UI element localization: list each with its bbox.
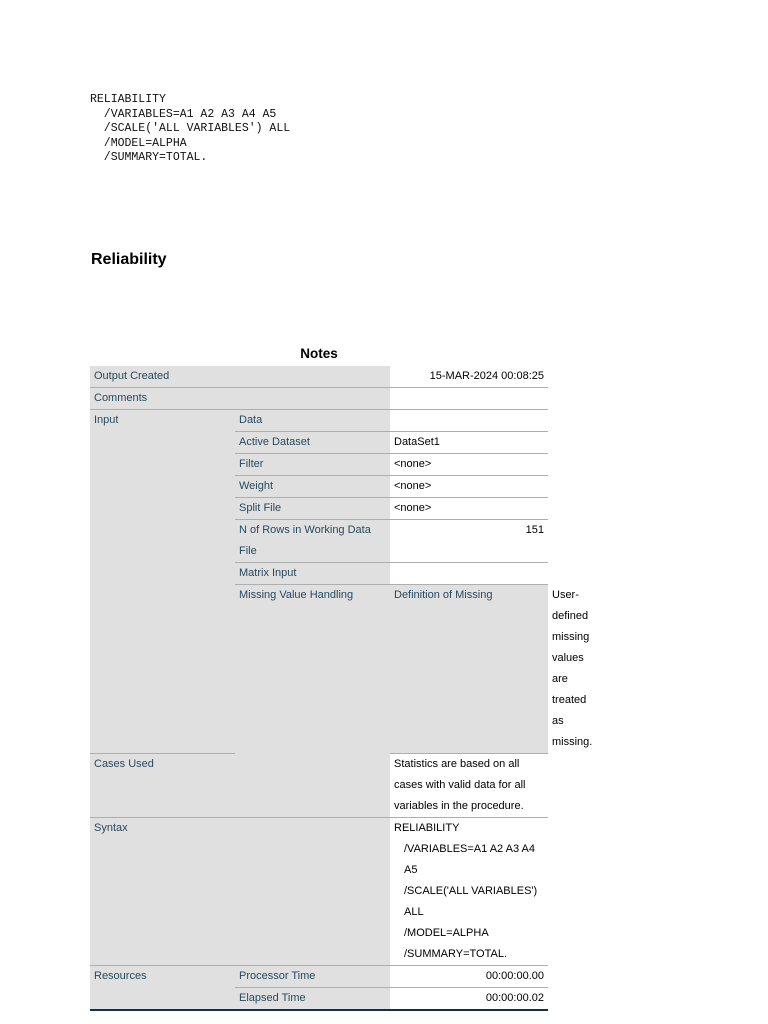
output-created-value: 15-MAR-2024 00:08:25 bbox=[390, 366, 548, 388]
table-row bbox=[90, 965, 548, 987]
row-sublabel-matrix-input: Matrix Input bbox=[235, 563, 390, 585]
row-label-resources: Resources bbox=[90, 965, 235, 1010]
row-label-syntax: Syntax bbox=[90, 817, 390, 965]
table-row bbox=[90, 410, 548, 432]
row-label-input: Input bbox=[90, 410, 235, 754]
table-row: Missing Value Handling Definition of Missing User-defined missing values are treated as missing. bbox=[90, 585, 548, 754]
row-sublabel-processor-time: Processor Time bbox=[235, 965, 390, 987]
data-value bbox=[390, 410, 548, 432]
row-label-comments: Comments bbox=[90, 388, 390, 410]
syntax-line: /VARIABLES=A1 A2 A3 A4 A5 bbox=[404, 842, 535, 876]
row-label-missing-value-handling: Missing Value Handling bbox=[235, 585, 390, 818]
comments-value bbox=[390, 388, 548, 410]
section-title: Reliability bbox=[91, 251, 167, 268]
syntax-line: /SCALE('ALL VARIABLES') ALL bbox=[404, 884, 538, 918]
syntax-line: /MODEL=ALPHA bbox=[404, 926, 489, 939]
n-rows-value: 151 bbox=[390, 520, 548, 563]
cases-used-value: Statistics are based on all cases with valid data for all variables in the procedure. bbox=[390, 753, 548, 817]
table-row bbox=[90, 366, 548, 388]
table-row bbox=[90, 388, 548, 410]
matrix-input-value bbox=[390, 563, 548, 585]
filter-value: <none> bbox=[390, 454, 548, 476]
notes-table-title: Notes bbox=[300, 346, 338, 361]
weight-value: <none> bbox=[390, 476, 548, 498]
notes-table bbox=[90, 366, 593, 1011]
row-sublabel-active-dataset: Active Dataset bbox=[235, 432, 390, 454]
row-sublabel-weight: Weight bbox=[235, 476, 390, 498]
row-sublabel-n-rows: N of Rows in Working Data File bbox=[235, 520, 390, 563]
row-sublabel-elapsed-time: Elapsed Time bbox=[235, 987, 390, 1010]
row-sublabel-data: Data bbox=[235, 410, 390, 432]
elapsed-time-value: 00:00:00.02 bbox=[390, 987, 548, 1010]
syntax-code-block: RELIABILITY /VARIABLES=A1 A2 A3 A4 A5 /SCALE('ALL VARIABLES') ALL /MODEL=ALPHA /SUMMARY=TOTAL. bbox=[90, 93, 291, 164]
processor-time-value: 00:00:00.00 bbox=[390, 965, 548, 987]
active-dataset-value: DataSet1 bbox=[390, 432, 548, 454]
row-sublabel-cases-used: Cases Used bbox=[90, 753, 235, 817]
row-sublabel-filter: Filter bbox=[235, 454, 390, 476]
syntax-line: /SUMMARY=TOTAL. bbox=[404, 947, 507, 960]
syntax-line: RELIABILITY bbox=[394, 821, 460, 834]
row-sublabel-split-file: Split File bbox=[235, 498, 390, 520]
row-sublabel-definition-of-missing: Definition of Missing bbox=[390, 585, 548, 754]
syntax-value bbox=[390, 817, 548, 965]
row-label-output-created: Output Created bbox=[90, 366, 390, 388]
table-row bbox=[90, 817, 548, 965]
split-file-value: <none> bbox=[390, 498, 548, 520]
